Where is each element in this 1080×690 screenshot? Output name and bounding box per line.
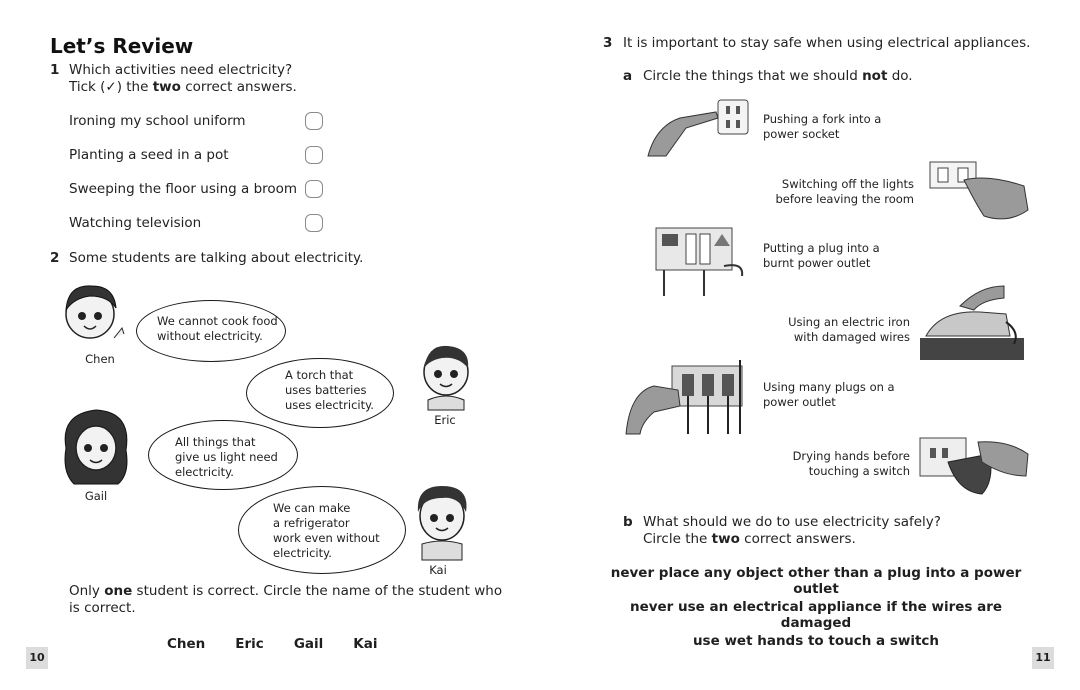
chen-speech-bubble	[136, 300, 286, 362]
fork-in-socket-icon	[646, 96, 750, 160]
question-1-line-1: Which activities need electricity?	[69, 62, 293, 78]
burnt-outlet-icon	[654, 226, 750, 298]
gail-name: Gail	[84, 489, 108, 503]
part-b-bold: two	[711, 531, 740, 547]
part-a-post: do.	[887, 68, 913, 84]
answer-option[interactable]: use wet hands to touch a switch	[692, 633, 940, 649]
q1-option-checkbox[interactable]	[305, 146, 323, 164]
part-a-bold: not	[862, 68, 888, 84]
choice-eric[interactable]: Eric	[235, 636, 264, 652]
kai-speech-bubble	[238, 486, 406, 574]
q2-instr-bold: one	[104, 583, 133, 599]
part-a-label: a	[623, 68, 633, 84]
kai-bubble-line: electricity.	[273, 546, 332, 560]
question-2-instruction-line-1	[69, 583, 502, 600]
question-2-number: 2	[50, 250, 60, 266]
question-3-number: 3	[603, 35, 613, 51]
q1-option-checkbox[interactable]	[305, 112, 323, 130]
part-a-instruction	[643, 68, 913, 85]
answer-option[interactable]: never use an electrical appliance if the wires are damaged	[629, 599, 1003, 631]
item-6-text-line: touching a switch	[808, 464, 910, 478]
q2-instr-post: student is correct. Circle the name of the student who	[132, 583, 503, 599]
q1-instr-bold: two	[152, 79, 181, 95]
chen-name: Chen	[85, 352, 115, 366]
eric-name: Eric	[434, 413, 456, 427]
item-1-text-line: Pushing a fork into a	[763, 112, 882, 126]
question-1-line-2	[69, 79, 297, 96]
item-3-text-line: burnt power outlet	[763, 256, 871, 270]
choice-kai[interactable]: Kai	[353, 636, 378, 652]
item-4-text-line: with damaged wires	[793, 330, 910, 344]
part-b-post: correct answers.	[739, 531, 856, 547]
chen-bubble-line: without electricity.	[157, 329, 263, 343]
item-1-text-line: power socket	[763, 127, 840, 141]
item-3-text-line: Putting a plug into a	[763, 241, 880, 255]
kai-bubble-line: We can make	[273, 501, 351, 515]
q1-option-checkbox[interactable]	[305, 180, 323, 198]
q2-instr-pre: Only	[69, 583, 105, 599]
q1-option-label: Ironing my school uniform	[69, 113, 246, 129]
eric-bubble-line: A torch that	[285, 368, 354, 382]
drying-hands-icon	[918, 432, 1030, 496]
part-b-line-1: What should we do to use electricity safely?	[643, 514, 941, 530]
part-a-pre: Circle the things that we should	[643, 68, 863, 84]
q1-instr-pre: Tick (✓) the	[69, 79, 153, 95]
item-4-text-line: Using an electric iron	[788, 315, 910, 329]
student-name-choices	[167, 633, 407, 652]
item-2-text-line: Switching off the lights	[781, 177, 914, 191]
eric-bubble-line: uses electricity.	[285, 398, 374, 412]
question-1-number: 1	[50, 62, 60, 78]
chen-avatar-icon	[56, 276, 126, 350]
gail-bubble-line: electricity.	[175, 465, 234, 479]
chen-bubble-line: We cannot cook food	[157, 314, 278, 328]
eric-bubble-line: uses batteries	[285, 383, 367, 397]
part-b-line-2	[643, 531, 856, 548]
q1-instr-post: correct answers.	[180, 79, 297, 95]
question-3-prompt: It is important to stay safe when using electrical appliances.	[623, 35, 1031, 51]
kai-name: Kai	[429, 563, 447, 577]
gail-avatar-icon	[60, 404, 132, 490]
part-b-pre: Circle the	[643, 531, 712, 547]
q1-option-label: Sweeping the floor using a broom	[69, 181, 298, 197]
page-number-right: 11	[1032, 647, 1054, 669]
item-5-text-line: power outlet	[763, 395, 836, 409]
page-number-left: 10	[26, 647, 48, 669]
question-2-instruction-line-2: is correct.	[69, 600, 136, 616]
gail-bubble-line: give us light need	[175, 450, 278, 464]
gail-speech-bubble	[148, 420, 298, 490]
q1-option-label: Watching television	[69, 215, 202, 231]
kai-avatar-icon	[408, 480, 474, 562]
kai-bubble-line: a refrigerator	[273, 516, 350, 530]
question-2-prompt: Some students are talking about electricity.	[69, 250, 364, 266]
eric-avatar-icon	[414, 338, 478, 412]
page-title: Let’s Review	[50, 34, 194, 58]
many-plugs-icon	[624, 356, 750, 436]
gail-bubble-line: All things that	[175, 435, 256, 449]
item-5-text-line: Using many plugs on a	[763, 380, 895, 394]
q1-option-label: Planting a seed in a pot	[69, 147, 229, 163]
light-switch-icon	[928, 160, 1032, 224]
eric-speech-bubble	[246, 358, 394, 428]
item-2-text-line: before leaving the room	[775, 192, 914, 206]
iron-icon	[920, 282, 1026, 362]
item-6-text-line: Drying hands before	[792, 449, 910, 463]
part-b-label: b	[623, 514, 633, 530]
choice-chen[interactable]: Chen	[167, 636, 206, 652]
choice-gail[interactable]: Gail	[293, 636, 324, 652]
q1-option-checkbox[interactable]	[305, 214, 323, 232]
answer-option[interactable]: never place any object other than a plug into a power outlet	[610, 565, 1022, 597]
kai-bubble-line: work even without	[273, 531, 380, 545]
